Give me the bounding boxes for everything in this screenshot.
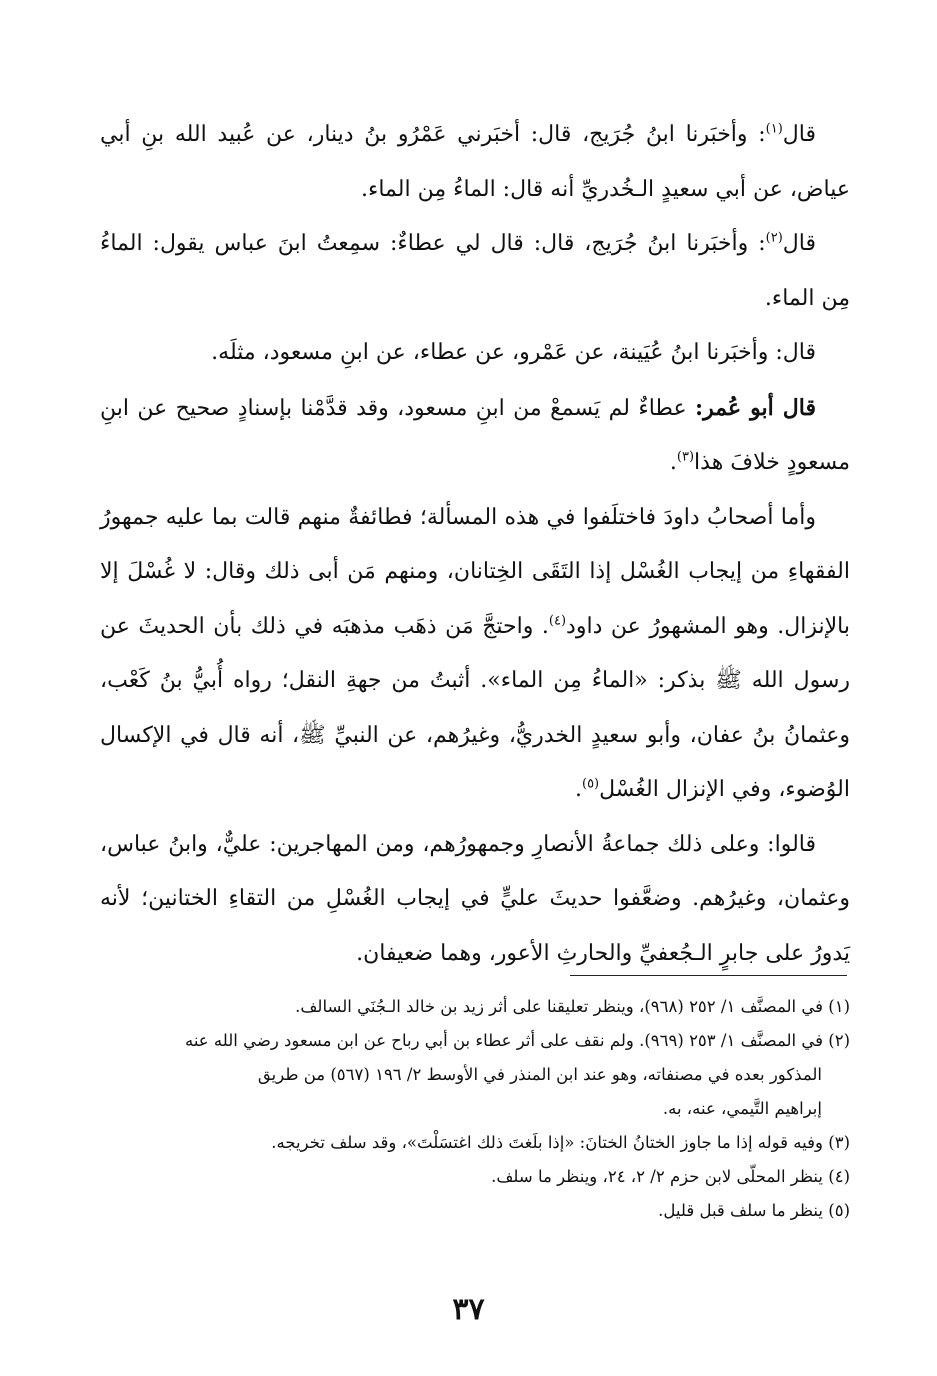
paragraph-1 — [100, 108, 850, 217]
footnote-text: المذكور بعده في مصنفاته، وهو عند ابن المنذر في الأوسط ٢/ ١٩٦ (٥٦٧) من طريق — [257, 1065, 822, 1084]
paragraph-text: قالوا: وعلى ذلك جماعةُ الأنصارِ وجمهورُهم، ومن المهاجرين: عليٌّ، وابنُ عباس، وعثمان، وغيرُهم. وضعَّفوا حديثَ عليٍّ في إيجاب الغُسْلِ من التقاءِ الختانين؛ لأنه يَدورُ على جابرٍ الـجُعفيِّ والحارثِ الأعور، وهما ضعيفان. — [100, 831, 851, 966]
paragraph-text: : وأخبَرنا ابنُ جُرَيج، قال: أخبَرني عَمْرُو بنُ دينار، عن عُبيد الله بنِ أبي عياض، عن أبي سعيدٍ الـخُدريِّ أنه قال: الماءُ مِن الماء. — [100, 122, 850, 202]
paragraph-text: . — [574, 777, 582, 802]
footnotes — [100, 990, 850, 1228]
paragraph-2 — [100, 217, 850, 326]
footnote-1 — [100, 990, 850, 1024]
footnote-4 — [100, 1160, 850, 1194]
paragraph-4 — [100, 381, 850, 491]
footnote-number: (٣) — [828, 1133, 850, 1152]
footnote-ref: (٥) — [581, 776, 600, 792]
footnote-ref: (٣) — [676, 449, 695, 465]
footnote-2-continuation — [100, 1058, 850, 1092]
footnote-text: وفيه قوله إذا ما جاوز الختانُ الختانَ: «إذا بلَغتَ ذلك اغتسَلْتَ»، وقد سلف تخريجه. — [271, 1133, 823, 1152]
footnote-number: (٥) — [828, 1201, 850, 1220]
paragraph-text: عطاءٌ لم يَسمعْ من ابنِ مسعود، وقد قدَّمْنا بإسنادٍ صحيح عن ابنِ مسعودٍ خلافَ هذا — [100, 395, 850, 475]
footnote-text: في المصنَّف ١/ ٢٥٣ (٩٦٩). ولم نقف على أثر عطاء بن أبي رباح عن ابن مسعود رضي الله عنه — [184, 1031, 823, 1050]
footnote-3 — [100, 1126, 850, 1160]
paragraph-text: قال: وأخبَرنا ابنُ عُيَينة، عن عَمْرو، عن عطاء، عن ابنِ مسعود، مثلَه. — [211, 340, 816, 365]
main-text — [100, 108, 850, 981]
paragraph-text: قال — [782, 122, 816, 147]
paragraph-text: . — [669, 450, 677, 475]
footnote-number: (٤) — [828, 1167, 850, 1186]
footnote-2 — [100, 1024, 850, 1058]
paragraph-3 — [100, 326, 850, 381]
footnote-number: (٢) — [828, 1031, 850, 1050]
footnote-2-continuation — [100, 1092, 850, 1126]
footnote-text: في المصنَّف ١/ ٢٥٢ (٩٦٨)، وينظر تعليقنا على أثر زيد بن خالد الـجُنَي السالف. — [295, 997, 823, 1016]
page-number: ٣٧ — [452, 1292, 485, 1327]
footnote-ref: (٢) — [765, 230, 783, 246]
footnote-ref: (٤) — [548, 613, 567, 629]
footnote-text: ينظر المحلّى لابن حزم ٢/ ٢، ٢٤، وينظر ما سلف. — [491, 1167, 823, 1186]
paragraph-5 — [100, 491, 850, 818]
paragraph-text: . واحتجَّ مَن ذهَب مذهبَه في ذلك بأن الحديثَ عن رسول الله ﷺ بذكر: «الماءُ مِن الماء». أثبتُ من جهةِ النقل؛ رواه أُبيُّ بنُ كَعْب، وعثمانُ بنُ عفان، وأبو سعيدٍ الخدريُّ، وغيرُهم، عن النبيِّ ﷺ، أنه قال في الإكسال الوُضوء، وفي الإنزال الغُسْل — [100, 613, 850, 802]
paragraph-text: وأما أصحابُ داودَ فاختلَفوا في هذه المسألة؛ فطائفةٌ منهم قالت بما عليه جمهورُ الفقهاءِ من إيجاب الغُسْل إذا التَقَى الخِتانان، ومنهم مَن أبى ذلك وقال: لا غُسْلَ إلا بالإنزال. وهو المشهورُ عن داود — [100, 504, 850, 639]
footnote-text: ينظر ما سلف قبل قليل. — [658, 1201, 823, 1220]
footnote-text: إبراهيم التَّيمي، عنه، به. — [662, 1099, 822, 1118]
footnote-number: (١) — [828, 997, 850, 1016]
author-label: قال أبو عُمر: — [694, 394, 816, 421]
paragraph-text: قال — [782, 231, 816, 256]
paragraph-6 — [100, 818, 850, 982]
paragraph-text: : وأخبَرنا ابنُ جُرَيج، قال: قال لي عطاءٌ: سمِعتُ ابنَ عباس يقول: الماءُ مِن الماء. — [100, 231, 850, 311]
footnote-ref: (١) — [765, 121, 783, 137]
footnote-5 — [100, 1194, 850, 1228]
footnote-divider — [570, 975, 847, 976]
